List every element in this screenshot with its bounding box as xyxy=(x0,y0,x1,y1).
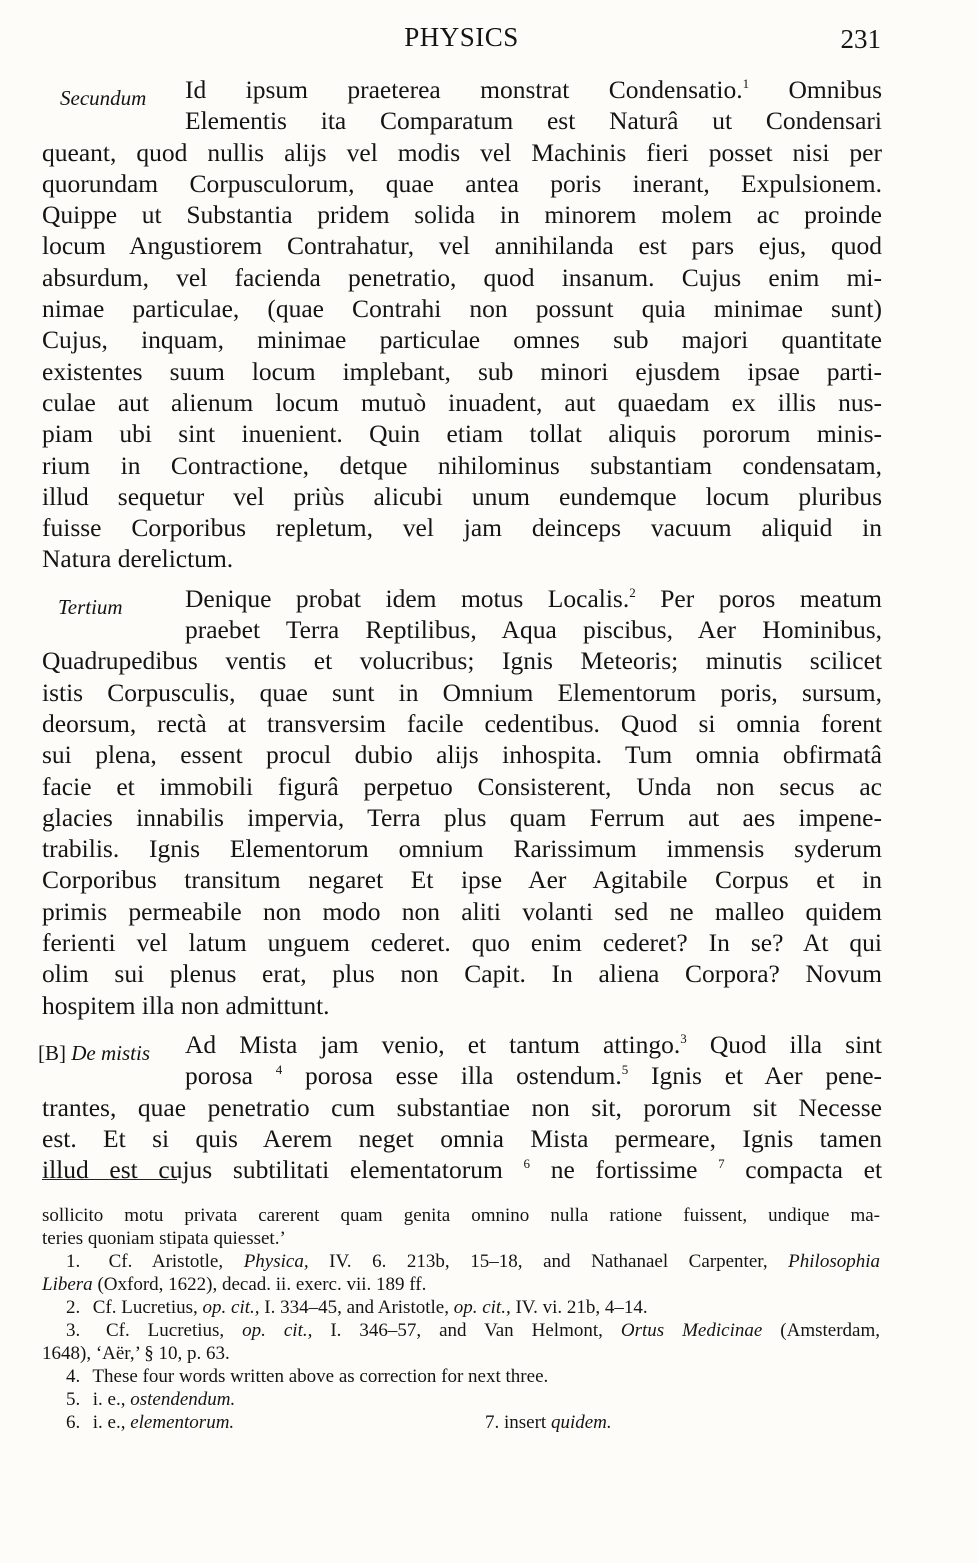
text-line: istis Corpusculis, quae sunt in Omnium Elementorum poris, sursum, xyxy=(42,677,882,707)
footnote-6-7: 6. i. e., elementorum. 7. insert quidem. xyxy=(66,1412,612,1433)
text-line: Corporibus transitum negaret Et ipse Aer Agitabile Corpus et in xyxy=(42,865,882,895)
text-line: olim sui plenus erat, plus non Capit. In aliena Corpora? Novum xyxy=(42,959,882,989)
footnote-2: 2. Cf. Lucretius, op. cit., I. 334–45, and Aristotle, op. cit., IV. vi. 21b, 4–14. xyxy=(66,1297,648,1318)
text-line: illud est cujus subtilitati elementatorum $^6$ ne fortissime $^7$ compacta et xyxy=(42,1155,883,1185)
page-number: 231 xyxy=(840,24,881,54)
text-line: culae aut alienum locum mutuò inuadent, aut quaedam ex illis nus- xyxy=(42,387,882,417)
footnote-7: 7. insert quidem. xyxy=(485,1412,612,1433)
text-line: facie et immobili figurâ perpetuo Consisterent, Unda non secus ac xyxy=(42,771,882,801)
text-line: nimae particulae, (quae Contrahi non possunt quia minimae sunt) xyxy=(42,294,882,324)
footnote-mark: 1 xyxy=(742,76,750,91)
text-line: Secundum Id ipsum praeterea monstrat Condensatio.$^1$ Omnibus xyxy=(42,74,882,105)
text-line: illud sequetur vel priùs alicubi unum eundemque locum pluribus xyxy=(42,481,882,511)
text-line: [B] De mistis Ad Mista jam venio, et tantum attingo.$^3$ Quod illa sint xyxy=(42,1029,882,1060)
text-line: deorsum, rectà at transversim facile cedentibus. Quod si omnia forent xyxy=(42,708,882,738)
running-head: PHYSICS xyxy=(404,22,519,52)
text-line: porosa $^4$ porosa esse illa ostendum.$^5$ Ignis et Aer pene- xyxy=(185,1061,883,1091)
text-line: Natura derelictum. xyxy=(42,544,234,574)
footnote-3: 3. Cf. Lucretius, op. cit., I. 346–57, and Van Helmont, Ortus Medicinae (Amsterdam, xyxy=(66,1320,880,1341)
sidenote-secundum: Secundum xyxy=(60,86,147,110)
footnote-4: 4. These four words written above as correction for next three. xyxy=(66,1366,549,1387)
footnote-1: 1. Cf. Aristotle, Physica, IV. 6. 213b, 15–18, and Nathanael Carpenter, Philosophia xyxy=(66,1251,880,1272)
sidenote-tertium: Tertium xyxy=(58,594,123,619)
footnote-mark: 4 xyxy=(275,1062,283,1078)
text-line: locum Angustiorem Contrahatur, vel annihilanda est pars ejus, quod xyxy=(42,231,882,261)
footnote-continuation: sollicito motu privata carerent quam genita omnino nulla ratione fuissent, undique ma- xyxy=(42,1205,880,1226)
footnote-5: 5. i. e., ostendendum. xyxy=(66,1389,236,1410)
text-line: trantes, quae penetratio cum substantiae non sit, pororum sit Necesse xyxy=(42,1092,882,1122)
footnote-rule xyxy=(42,1179,177,1180)
text-line: glacies innabilis impervia, Terra plus quam Ferrum aut aes impene- xyxy=(42,802,882,832)
footnote-mark: 7 xyxy=(718,1156,725,1172)
footnote-mark: 3 xyxy=(680,1030,687,1046)
footnote-1-cont: Libera (Oxford, 1622), decad. ii. exerc. vii. 189 ff. xyxy=(42,1274,427,1295)
text-line: piam ubi sint inuenient. Quin etiam tollat aliquis pororum minis- xyxy=(42,419,882,449)
footnote-3-cont: 1648), ‘Aër,’ § 10, p. 63. xyxy=(42,1343,230,1364)
text-line: rium in Contractione, detque nihilominus substantiam condensatam, xyxy=(42,450,882,480)
sidenote-de-mistis: [B] De mistis xyxy=(38,1040,150,1065)
text-line: est. Et si quis Aerem neget omnia Mista permeare, Ignis tamen xyxy=(42,1123,882,1153)
text-line: primis permeabile non modo non aliti volanti sed ne malleo quidem xyxy=(42,896,882,926)
text-line: praebet Terra Reptilibus, Aqua piscibus, Aer Hominibus, xyxy=(185,615,882,645)
main-text xyxy=(38,74,883,1185)
text-line: queant, quod nullis alijs vel modis vel Machinis fieri posset nisi per xyxy=(42,137,882,167)
text-line: hospitem illa non admittunt. xyxy=(42,990,330,1020)
text-line: sui plena, essent procul dubio alijs inhospita. Tum omnia obfirmatâ xyxy=(42,740,882,770)
footnote-mark: 2 xyxy=(629,584,636,600)
text-line: Elementis ita Comparatum est Naturâ ut Condensari xyxy=(185,106,882,136)
text-line: Cujus, inquam, minimae particulae omnes sub majori quantitate xyxy=(42,325,882,355)
text-line: Quadrupedibus ventis et volucribus; Ignis Meteoris; minutis scilicet xyxy=(42,646,882,676)
text-line: Tertium Denique probat idem motus Localis.$^2$ Per poros meatum xyxy=(42,583,882,614)
page-header xyxy=(0,22,978,58)
footnote-continuation: teries quoniam stipata quiesset.’ xyxy=(42,1228,286,1249)
text-line: absurdum, vel facienda penetratio, quod insanum. Cujus enim mi- xyxy=(42,262,882,292)
text-line: quorundam Corpusculorum, quae antea poris inerant, Expulsionem. xyxy=(42,168,882,198)
text-line: existentes suum locum implebant, sub minori ejusdem ipsae parti- xyxy=(42,356,882,386)
text-line: trabilis. Ignis Elementorum omnium Rarissimum immensis syderum xyxy=(42,834,882,864)
text-line: ferienti vel latum unguem cederet. quo enim cederet? In se? At qui xyxy=(42,928,882,958)
text-line: fuisse Corporibus repletum, vel jam deinceps vacuum aliquid in xyxy=(42,513,882,543)
footnotes xyxy=(42,1204,880,1434)
footnote-mark: 5 xyxy=(621,1062,629,1078)
text-line: Quippe ut Substantia pridem solida in minorem molem ac proinde xyxy=(42,200,882,230)
footnote-mark: 6 xyxy=(523,1156,531,1172)
